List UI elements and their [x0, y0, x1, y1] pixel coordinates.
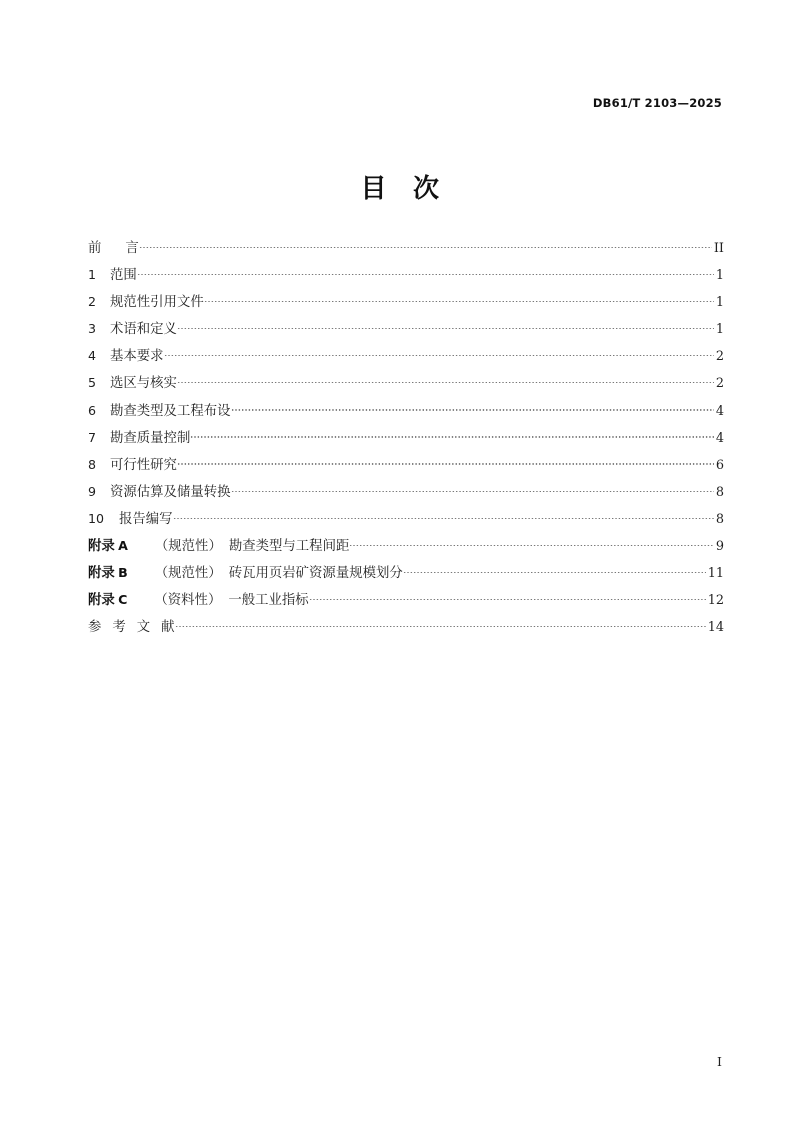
toc-entry[interactable]: [88, 508, 724, 535]
toc-entry-title: [88, 616, 175, 635]
toc-entry-title: [88, 237, 139, 256]
toc-dot-leader: [231, 401, 714, 414]
toc-entry-number: 2: [88, 294, 97, 310]
toc-entry-page-number: 1: [715, 322, 724, 338]
toc-entry-title: 勘查类型及工程布设: [110, 402, 231, 418]
toc-annex-label: [88, 589, 127, 608]
toc-entry[interactable]: [88, 318, 724, 345]
toc-entry[interactable]: [88, 291, 724, 318]
toc-entry[interactable]: [88, 372, 724, 399]
toc-entry-title: 砖瓦用页岩矿资源量规模划分: [228, 565, 403, 581]
toc-entry[interactable]: [88, 427, 724, 454]
toc-entry-number: 5: [88, 375, 97, 391]
toc-entry-page-number: 8: [715, 484, 724, 500]
toc-annex-letter: B: [118, 565, 128, 581]
toc-entry[interactable]: [88, 400, 724, 427]
toc-entry-page-number: 11: [707, 566, 724, 582]
toc-entry-page-number: 8: [715, 511, 724, 527]
toc-entry-page-number: II: [713, 241, 724, 256]
toc-entry[interactable]: [88, 562, 724, 589]
toc-entry-page-number: 4: [715, 430, 724, 446]
page-title-char-1: 目: [360, 174, 387, 204]
toc-annex-label: [88, 535, 128, 554]
standard-number: DB61/T 2103—2025: [592, 96, 722, 110]
toc-entry-number: 4: [88, 348, 97, 364]
toc-entry-number: 6: [88, 402, 97, 418]
toc-entry-title: 范围: [110, 267, 137, 283]
toc-entry-page-number: 2: [715, 349, 724, 365]
toc-entry-page-number: 6: [715, 457, 724, 473]
toc-dot-leader: [190, 428, 714, 441]
toc-annex-word: 附录: [88, 565, 115, 581]
toc-entry-page-number: 2: [715, 376, 724, 392]
toc-title-glyph: 文: [136, 619, 151, 635]
toc-dot-leader: [177, 374, 714, 387]
toc-dot-leader: [175, 618, 706, 631]
toc-entry-number: 3: [88, 321, 97, 337]
toc-entry[interactable]: [88, 616, 724, 643]
toc-entry[interactable]: [88, 535, 724, 562]
toc-dot-leader: [177, 455, 714, 468]
toc-entry-number: 8: [88, 456, 97, 472]
toc-dot-leader: [204, 293, 714, 306]
running-header: [78, 96, 722, 110]
toc-title-glyph: 献: [161, 619, 175, 635]
toc-dot-leader: [139, 239, 712, 252]
toc-entry-title: 术语和定义: [110, 321, 177, 337]
toc-entry-title: 一般工业指标: [228, 592, 309, 608]
toc-dot-leader: [231, 482, 714, 495]
toc-entry-page-number: 12: [707, 593, 724, 609]
toc-entry[interactable]: [88, 237, 724, 264]
toc-annex-nature: （规范性）: [154, 538, 222, 554]
toc-title-glyph: 考: [112, 619, 126, 635]
toc-entry-page-number: 4: [715, 403, 724, 419]
toc-annex-word: 附录: [88, 538, 115, 554]
toc-entry[interactable]: [88, 345, 724, 372]
toc-entry-title: 规范性引用文件: [110, 294, 204, 310]
toc-dot-leader: [177, 320, 714, 333]
toc-entry-number: 7: [88, 429, 97, 445]
toc-entry-number: 1: [88, 267, 97, 283]
toc-entry[interactable]: [88, 264, 724, 291]
toc-annex-label: [88, 562, 128, 581]
page-footer: [78, 1054, 722, 1069]
toc-entry-title: 选区与核实: [110, 375, 177, 391]
toc-entry-page-number: 1: [715, 295, 724, 311]
toc-entry[interactable]: [88, 481, 724, 508]
toc-annex-letter: C: [118, 592, 128, 608]
toc-entry[interactable]: [88, 454, 724, 481]
toc-title-glyph: 前: [88, 240, 102, 255]
toc-entry-number: 10: [88, 510, 105, 526]
toc-title-glyph: 参: [88, 619, 102, 635]
toc-entry-page-number: 14: [707, 620, 724, 636]
toc-entry-page-number: 1: [715, 268, 724, 284]
toc-entry-title: 勘查类型与工程间距: [228, 538, 350, 554]
table-of-contents: [88, 237, 724, 643]
toc-dot-leader: [403, 564, 706, 577]
toc-dot-leader: [349, 537, 713, 550]
toc-entry-title: 勘查质量控制: [110, 429, 191, 445]
toc-annex-word: 附录: [88, 592, 115, 608]
page-title: [0, 168, 800, 205]
toc-dot-leader: [137, 266, 714, 279]
toc-title-glyph: 言: [125, 240, 139, 255]
footer-page-number: I: [717, 1054, 722, 1069]
toc-entry-title: 报告编写: [119, 510, 173, 526]
toc-entry-title: 可行性研究: [110, 456, 177, 472]
toc-annex-letter: A: [118, 538, 128, 554]
toc-entry-page-number: 9: [715, 539, 724, 555]
toc-annex-nature: （资料性）: [154, 592, 222, 608]
toc-dot-leader: [173, 510, 714, 523]
toc-dot-leader: [164, 347, 714, 360]
toc-entry[interactable]: [88, 589, 724, 616]
page-title-char-2: 次: [413, 174, 440, 204]
toc-annex-nature: （规范性）: [154, 565, 222, 581]
toc-entry-number: 9: [88, 483, 97, 499]
toc-dot-leader: [309, 591, 706, 604]
toc-entry-title: 资源估算及储量转换: [110, 483, 231, 499]
toc-entry-title: 基本要求: [110, 348, 164, 364]
